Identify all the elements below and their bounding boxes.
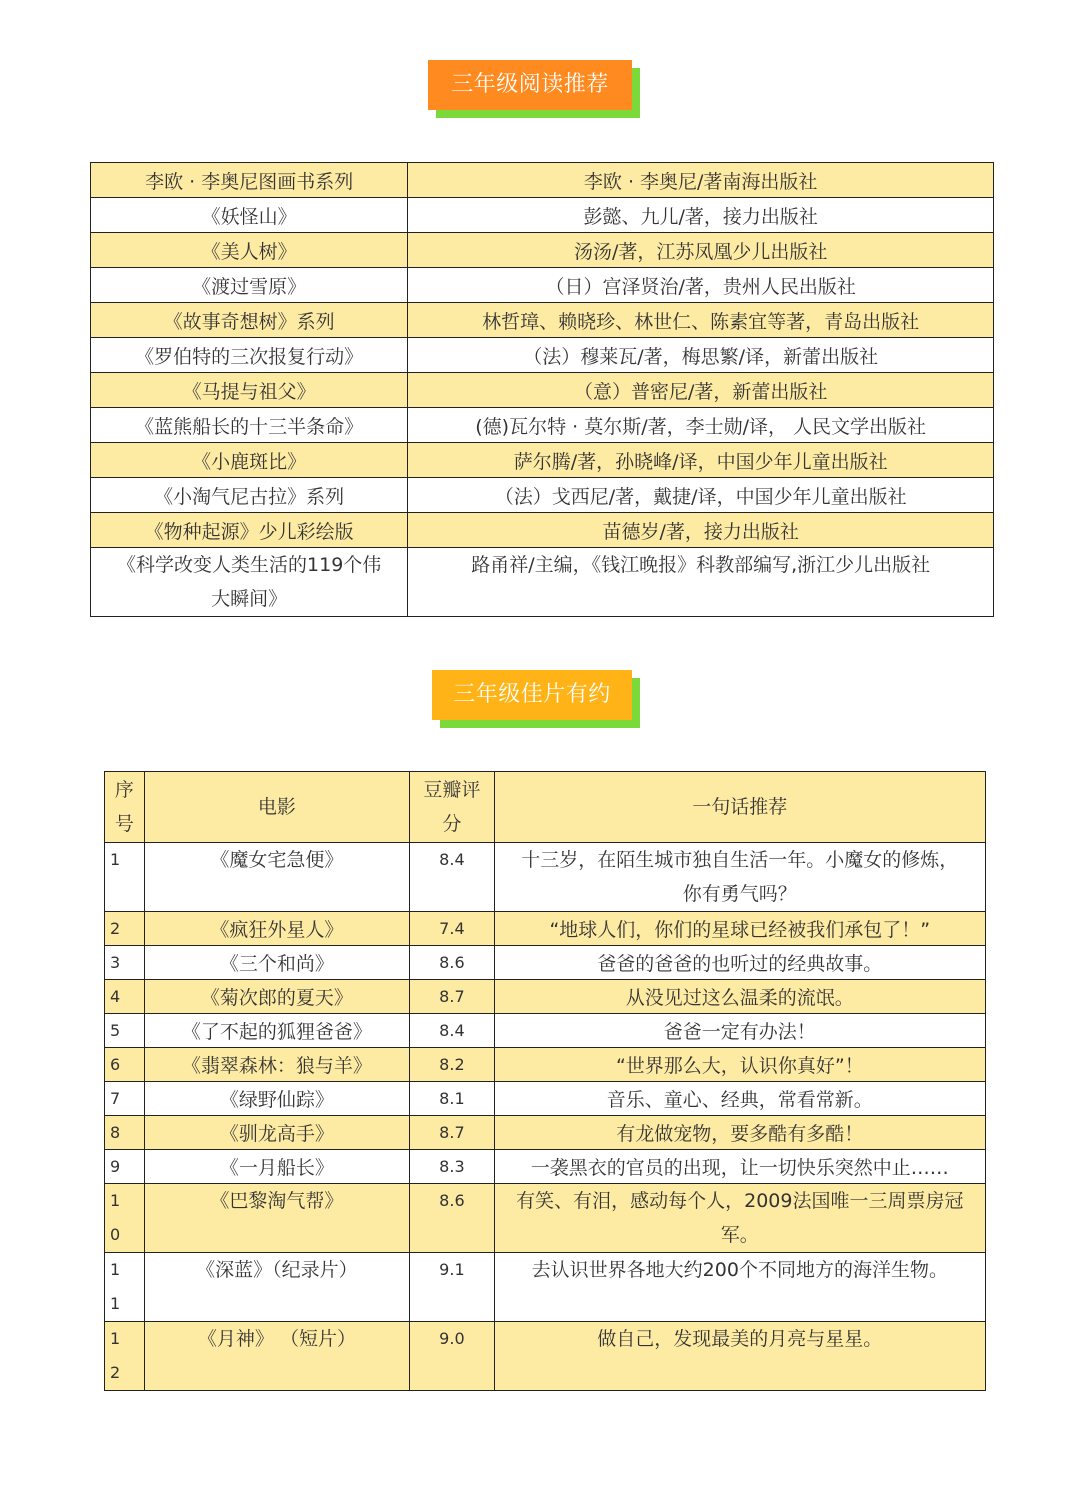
table-row — [91, 233, 994, 268]
book-title: 《罗伯特的三次报复行动》 — [91, 338, 408, 373]
section-badge-reading — [428, 60, 640, 118]
film-no — [105, 1253, 145, 1322]
film-score: 8.4 — [410, 1014, 494, 1048]
book-title: 《故事奇想树》系列 — [91, 303, 408, 338]
film-no-line: 2 — [110, 1363, 121, 1382]
book-info: （法）穆莱瓦/著，梅思繁/译，新蕾出版社 — [408, 338, 994, 373]
table-row — [91, 198, 994, 233]
section-title: 三年级佳片有约 — [432, 670, 632, 720]
book-title: 《马提与祖父》 — [91, 373, 408, 408]
book-info: 路甬祥/主编，《钱江晚报》科教部编写,浙江少儿出版社 — [408, 548, 994, 617]
film-no-line: 0 — [110, 1225, 121, 1244]
table-row — [105, 1150, 986, 1184]
book-info: （法）戈西尼/著，戴捷/译，中国少年儿童出版社 — [408, 478, 994, 513]
table-row — [91, 373, 994, 408]
table-header-row — [105, 772, 986, 843]
film-title: 《月神》 （短片） — [144, 1322, 410, 1391]
film-no: 4 — [105, 980, 145, 1014]
film-rec: 爸爸一定有办法！ — [494, 1014, 985, 1048]
film-title: 《疯狂外星人》 — [144, 912, 410, 946]
film-no — [105, 1322, 145, 1391]
book-info: （意）普密尼/著，新蕾出版社 — [408, 373, 994, 408]
film-score: 8.4 — [410, 843, 494, 912]
film-title: 《魔女宅急便》 — [144, 843, 410, 912]
table-row — [105, 980, 986, 1014]
table-row — [105, 1082, 986, 1116]
film-rec — [494, 1184, 985, 1253]
table-row — [105, 1116, 986, 1150]
film-rec: “世界那么大，认识你真好”！ — [494, 1048, 985, 1082]
film-rec: 去认识世界各地大约200个不同地方的海洋生物。 — [494, 1253, 985, 1322]
book-title-line: 大瞬间》 — [211, 588, 288, 610]
table-row — [91, 478, 994, 513]
section-badge-films — [432, 670, 640, 728]
header-score-line: 豆瓣评 — [423, 779, 481, 801]
book-info: 汤汤/著，江苏凤凰少儿出版社 — [408, 233, 994, 268]
table-row — [91, 303, 994, 338]
film-rec-line: 十三岁，在陌生城市独自生活一年。小魔女的修炼， — [521, 849, 959, 871]
table-row — [91, 443, 994, 478]
film-title: 《一月船长》 — [144, 1150, 410, 1184]
film-rec-line: 你有勇气吗？ — [682, 883, 797, 905]
film-no-line: 1 — [110, 850, 121, 869]
book-title: 李欧 · 李奥尼图画书系列 — [91, 163, 408, 198]
book-title: 《小淘气尼古拉》系列 — [91, 478, 408, 513]
film-score: 9.0 — [410, 1322, 494, 1391]
film-rec: 音乐、童心、经典，常看常新。 — [494, 1082, 985, 1116]
film-no: 9 — [105, 1150, 145, 1184]
film-no: 6 — [105, 1048, 145, 1082]
header-rec: 一句话推荐 — [494, 772, 985, 843]
table-row — [91, 163, 994, 198]
film-score: 8.6 — [410, 1184, 494, 1253]
film-score: 8.1 — [410, 1082, 494, 1116]
header-score-line: 分 — [442, 813, 462, 835]
film-title: 《翡翠森林：狼与羊》 — [144, 1048, 410, 1082]
table-row — [105, 1253, 986, 1322]
film-rec: 有龙做宠物，要多酷有多酷！ — [494, 1116, 985, 1150]
book-title: 《小鹿斑比》 — [91, 443, 408, 478]
table-row — [105, 843, 986, 912]
film-no-line: 1 — [110, 1191, 121, 1210]
book-info: （日）宫泽贤治/著，贵州人民出版社 — [408, 268, 994, 303]
book-title-line: 《科学改变人类生活的119个伟 — [117, 554, 382, 576]
header-no-line: 序 — [114, 779, 134, 801]
film-rec: 一袭黑衣的官员的出现，让一切快乐突然中止…… — [494, 1150, 985, 1184]
table-row — [91, 408, 994, 443]
film-no-line: 1 — [110, 1294, 121, 1313]
header-score — [410, 772, 494, 843]
film-score: 8.6 — [410, 946, 494, 980]
film-no: 2 — [105, 912, 145, 946]
book-title: 《物种起源》少儿彩绘版 — [91, 513, 408, 548]
film-title: 《了不起的狐狸爸爸》 — [144, 1014, 410, 1048]
table-row — [91, 338, 994, 373]
book-info: 苗德岁/著，接力出版社 — [408, 513, 994, 548]
film-no-line: 1 — [110, 1329, 121, 1348]
table-row — [91, 268, 994, 303]
table-row — [105, 1322, 986, 1391]
film-rec — [494, 843, 985, 912]
film-score: 8.7 — [410, 980, 494, 1014]
film-title: 《驯龙高手》 — [144, 1116, 410, 1150]
film-no — [105, 843, 145, 912]
film-score: 8.7 — [410, 1116, 494, 1150]
book-info: 林哲璋、赖晓珍、林世仁、陈素宜等著，青岛出版社 — [408, 303, 994, 338]
table-row — [105, 912, 986, 946]
table-row — [91, 548, 994, 617]
film-no: 8 — [105, 1116, 145, 1150]
header-no — [105, 772, 145, 843]
film-rec-line: 有笑、有泪，感动每个人，2009法国唯一三周票房冠 — [516, 1190, 964, 1212]
film-title: 《巴黎淘气帮》 — [144, 1184, 410, 1253]
film-score: 8.2 — [410, 1048, 494, 1082]
book-info: (德)瓦尔特 · 莫尔斯/著，李士勋/译， 人民文学出版社 — [408, 408, 994, 443]
film-no-line: 1 — [110, 1260, 121, 1279]
book-title: 《渡过雪原》 — [91, 268, 408, 303]
film-title: 《绿野仙踪》 — [144, 1082, 410, 1116]
film-rec: “地球人们，你们的星球已经被我们承包了！” — [494, 912, 985, 946]
table-row — [91, 513, 994, 548]
film-no: 7 — [105, 1082, 145, 1116]
book-info: 彭懿、九儿/著，接力出版社 — [408, 198, 994, 233]
film-rec: 爸爸的爸爸的也听过的经典故事。 — [494, 946, 985, 980]
book-title: 《蓝熊船长的十三半条命》 — [91, 408, 408, 443]
table-row — [105, 946, 986, 980]
book-title — [91, 548, 408, 617]
film-no: 3 — [105, 946, 145, 980]
films-table — [104, 771, 986, 1391]
book-title: 《妖怪山》 — [91, 198, 408, 233]
section-title: 三年级阅读推荐 — [428, 60, 632, 110]
film-score: 9.1 — [410, 1253, 494, 1322]
header-movie: 电影 — [144, 772, 410, 843]
book-title: 《美人树》 — [91, 233, 408, 268]
film-rec-line: 军。 — [720, 1224, 759, 1246]
film-no — [105, 1184, 145, 1253]
table-row — [105, 1184, 986, 1253]
header-no-line: 号 — [114, 813, 134, 835]
book-info: 李欧 · 李奥尼/著南海出版社 — [408, 163, 994, 198]
film-title: 《深蓝》（纪录片） — [144, 1253, 410, 1322]
table-row — [105, 1014, 986, 1048]
film-rec: 做自己，发现最美的月亮与星星。 — [494, 1322, 985, 1391]
reading-table — [90, 162, 994, 617]
film-title: 《三个和尚》 — [144, 946, 410, 980]
film-title: 《菊次郎的夏天》 — [144, 980, 410, 1014]
table-row — [105, 1048, 986, 1082]
film-no: 5 — [105, 1014, 145, 1048]
film-rec: 从没见过这么温柔的流氓。 — [494, 980, 985, 1014]
book-info: 萨尔腾/著，孙晓峰/译，中国少年儿童出版社 — [408, 443, 994, 478]
film-score: 7.4 — [410, 912, 494, 946]
film-score: 8.3 — [410, 1150, 494, 1184]
